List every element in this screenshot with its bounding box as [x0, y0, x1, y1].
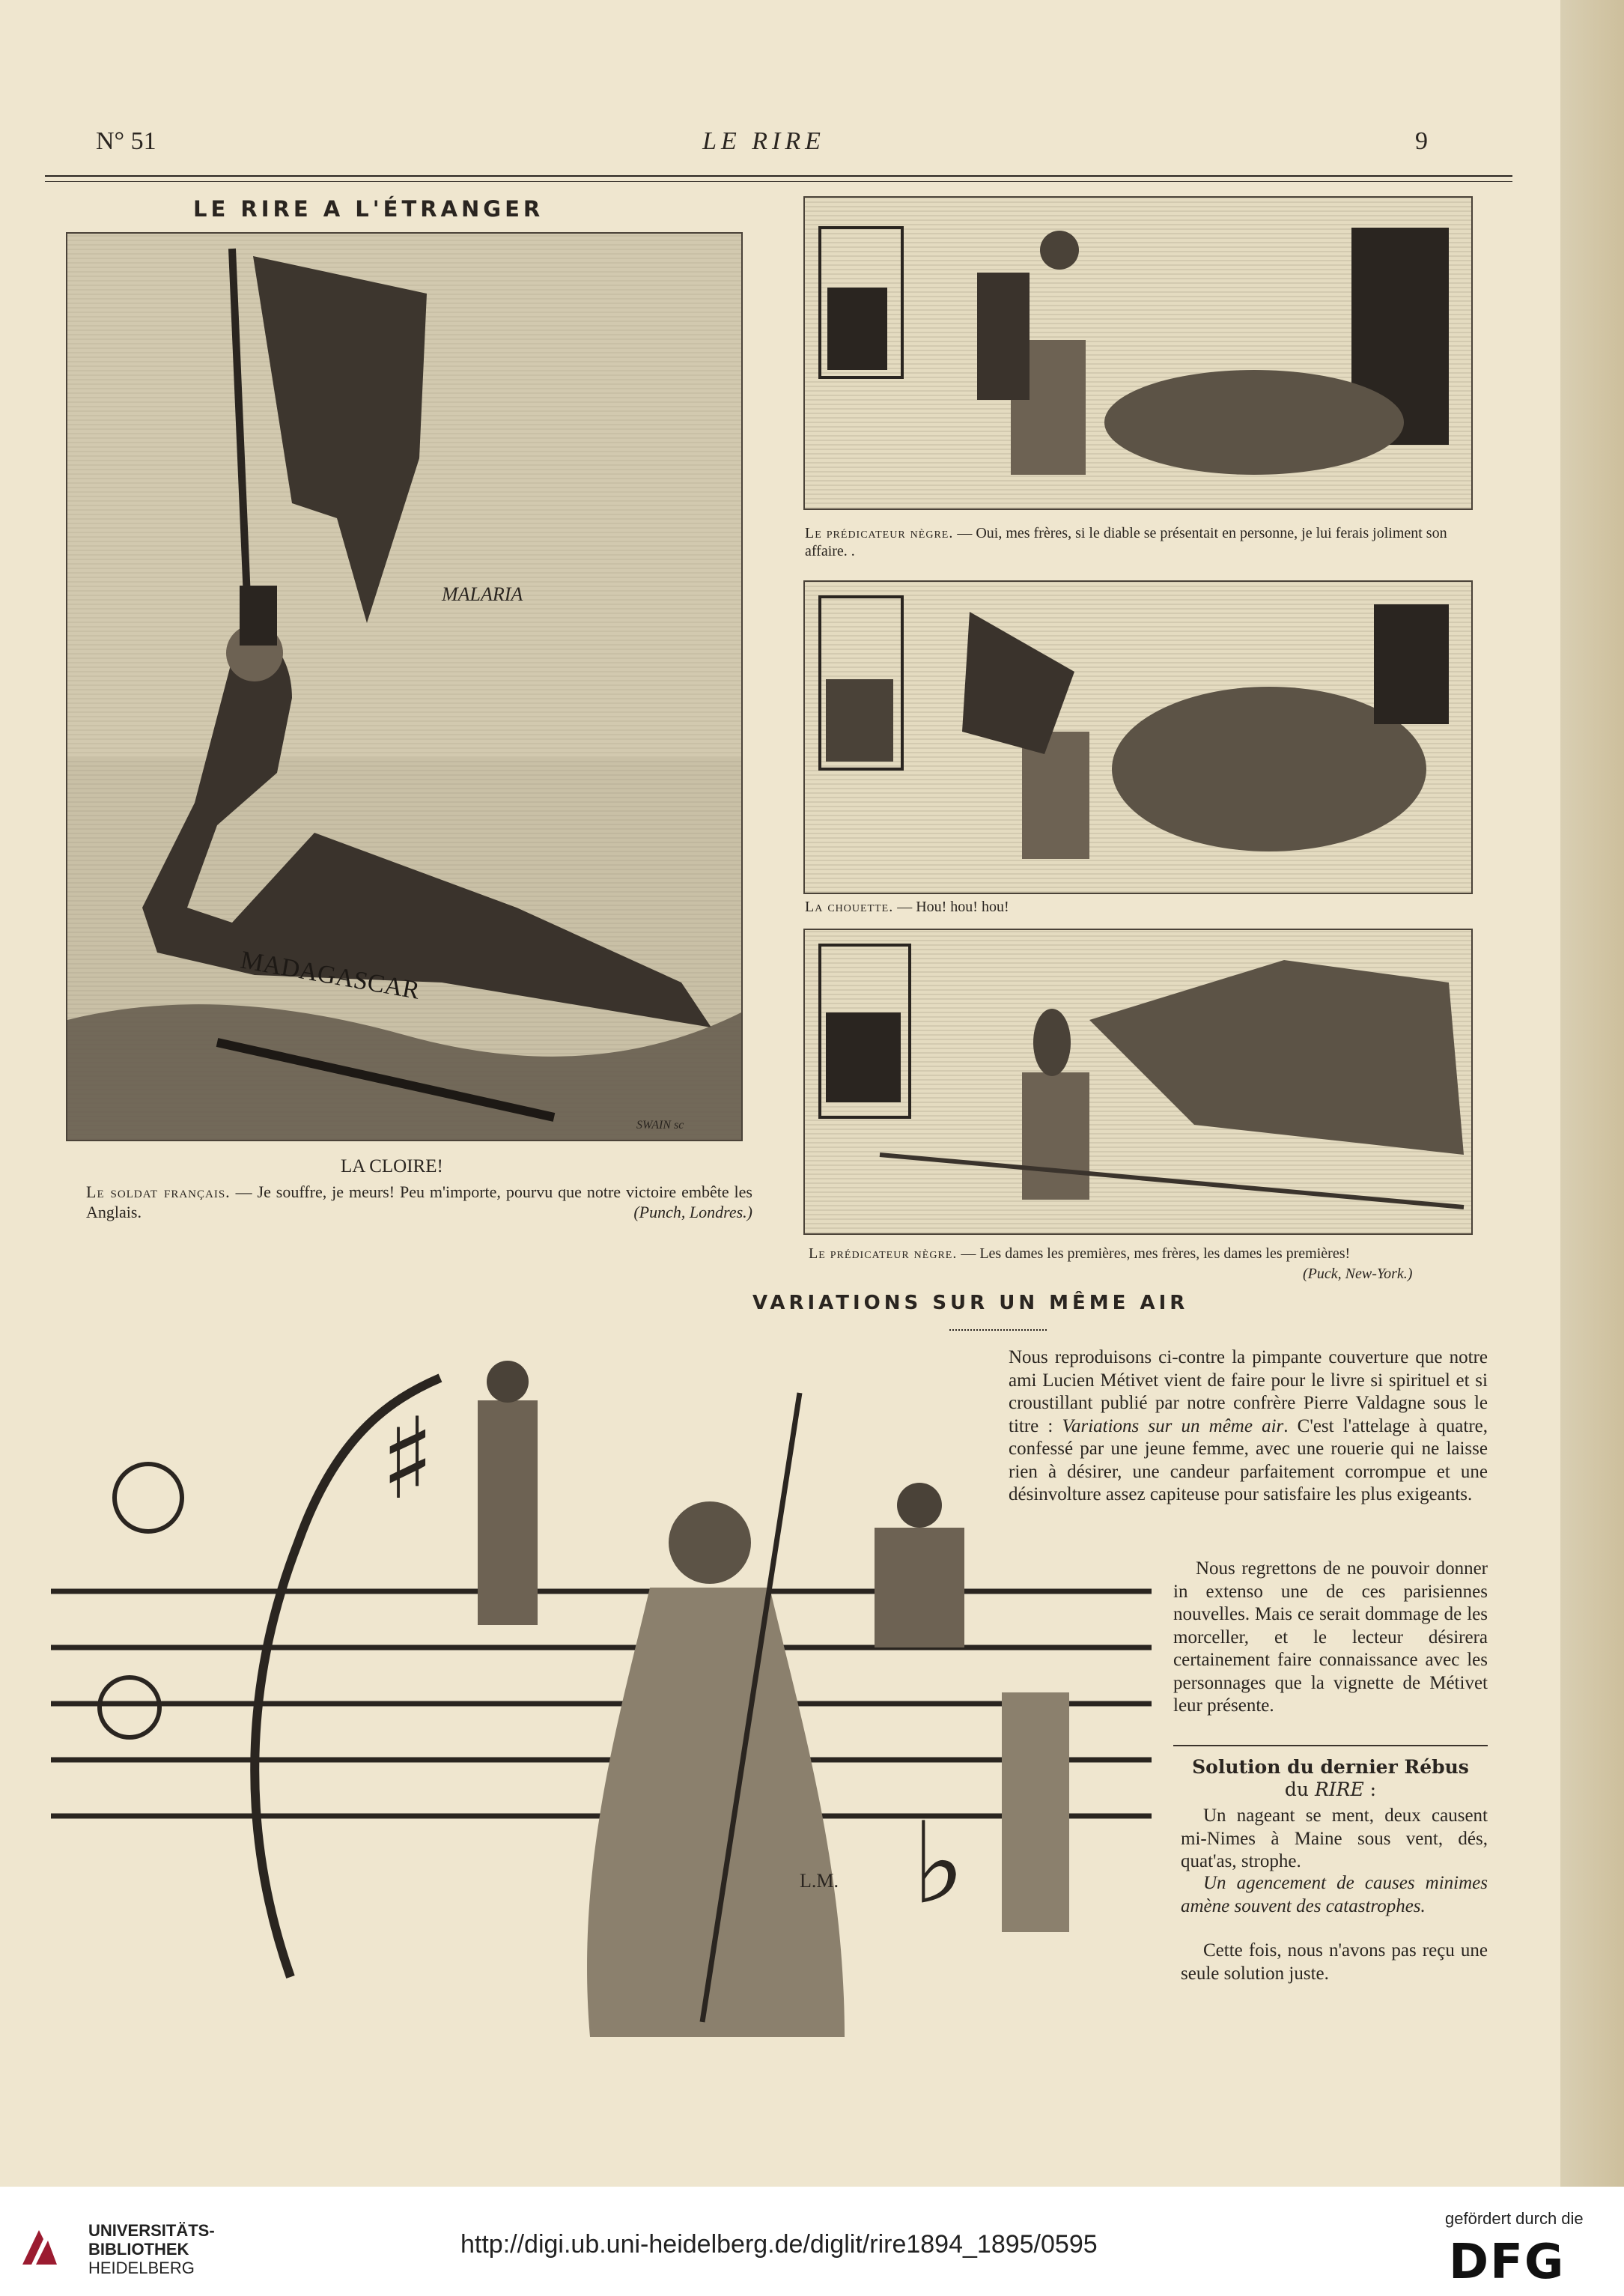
library-logo-icon [16, 2224, 63, 2271]
rebus-title-suffix: : [1363, 1779, 1377, 1800]
panel-1-speaker: Le prédicateur nègre. [805, 525, 954, 541]
cover-drawing [51, 1228, 1152, 2112]
owl-panel-2 [803, 580, 1473, 894]
engraver-signature: SWAIN sc [636, 1119, 684, 1132]
rebus-title-journal: RIRE [1314, 1779, 1364, 1800]
header-rule-bottom [45, 181, 1512, 182]
preacher-panel-1 [803, 196, 1473, 510]
svg-text:♭: ♭ [912, 1797, 965, 1929]
page-edge [1560, 0, 1624, 2187]
library-name-line-2: BIBLIOTHEK [88, 2240, 189, 2259]
rebus-title-line-1: Solution du dernier Rébus [1192, 1756, 1469, 1778]
library-name-line-3: HEIDELBERG [88, 2259, 195, 2277]
rebus-answer: Un agencement de causes minimes amène souvent des catastrophes. [1181, 1873, 1488, 1916]
rebus-separator [1173, 1745, 1488, 1746]
rebus-title-prefix: du [1284, 1779, 1315, 1800]
library-name [88, 2221, 215, 2277]
journal-title: LE RIRE [702, 127, 825, 155]
rebus-title [1173, 1756, 1488, 1801]
puck-source: (Puck, New-York.) [1303, 1266, 1413, 1282]
soldier-caption-source: (Punch, Londres.) [633, 1203, 752, 1221]
panel-3-speaker: Le prédicateur nègre. [809, 1245, 958, 1262]
rebus-note: Cette fois, nous n'avons pas reçu une seule solution juste. [1181, 1940, 1488, 1984]
paragraph-1-start: Nous reproduisons ci-contre la pimpante couverture que notre ami Lucien Métivet vient de faire pour le livre si spirituel et si croustillant publié par notre confrère Pierre Valdagne sous le titre : [1009, 1347, 1488, 1436]
variations-title: VARIATIONS SUR UN MÊME AIR [752, 1292, 1189, 1314]
panel-1-text: — Oui, mes frères, si le diable se présentait en personne, je lui ferais joliment son affaire. . [805, 525, 1447, 559]
panel-3-drawing [805, 930, 1471, 1233]
malaria-label: MALARIA [442, 583, 523, 605]
rebus-title-line-2 [1173, 1779, 1488, 1801]
madagascar-label: MADAGASCAR [238, 946, 422, 1005]
panel-2-drawing [805, 582, 1471, 893]
panel-2-caption [805, 897, 1009, 917]
library-name-line-1: UNIVERSITÄTS- [88, 2221, 215, 2240]
footer-bar [0, 2187, 1624, 2296]
soldier-caption-text: — Je souffre, je meurs! Peu m'importe, pourvu que notre victoire embête les Anglais. [86, 1182, 752, 1221]
preacher-panel-3 [803, 929, 1473, 1235]
book-title: Variations sur un même air [1062, 1415, 1284, 1436]
variations-cover-illustration [51, 1228, 1152, 2112]
page-number: 9 [1415, 127, 1428, 155]
issue-number: N° 51 [96, 127, 156, 155]
panel-1-drawing [805, 198, 1471, 508]
soldier-caption [86, 1182, 752, 1222]
panel-2-text: — Hou! hou! hou! [893, 899, 1009, 915]
source-url-link[interactable]: http://digi.ub.uni-heidelberg.de/diglit/rire1894_1895/0595 [460, 2230, 1098, 2259]
variations-paragraph-1 [1009, 1346, 1488, 1507]
rebus-solution: Un nageant se ment, deux causent mi-Nimes à Maine sous vent, dés, quat'as, strophe. [1181, 1805, 1488, 1871]
cover-signature: L.M. [800, 1870, 839, 1892]
panel-1-caption [805, 524, 1471, 560]
header-rule-top [45, 175, 1512, 177]
variations-text-block [1009, 1346, 1488, 1507]
funding-label: gefördert durch die [1445, 2209, 1584, 2228]
dfg-logo: DFG [1449, 2235, 1566, 2290]
soldier-caption-speaker: Le soldat français. [86, 1182, 231, 1201]
soldier-illustration [66, 232, 743, 1141]
svg-text:♯: ♯ [380, 1393, 435, 1525]
panel-2-speaker: La chouette. [805, 899, 894, 915]
soldier-caption-title: LA CLOIRE! [341, 1156, 443, 1176]
panel-3-text: — Les dames les premières, mes frères, les dames les premières! [957, 1245, 1351, 1262]
soldier-drawing [67, 234, 741, 1140]
section-title: LE RIRE A L'ÉTRANGER [193, 196, 544, 222]
paragraph-1-end: . C'est l'attelage à quatre, confessé par une jeune femme, avec une rouerie qui ne laisse rien à désirer, une candeur parfaitement corrompue et une désinvolture assez capiteuse pour satisfaire les plus exigeants. [1009, 1415, 1488, 1504]
variations-paragraph-2: Nous regrettons de ne pouvoir donner in extenso une de ces parisiennes nouvelles. Mais ce serait dommage de les morceller, et le lecteur désirera certainement faire connaissance avec les personnages que la vignette de Métivet leur présente. [1173, 1558, 1488, 1716]
